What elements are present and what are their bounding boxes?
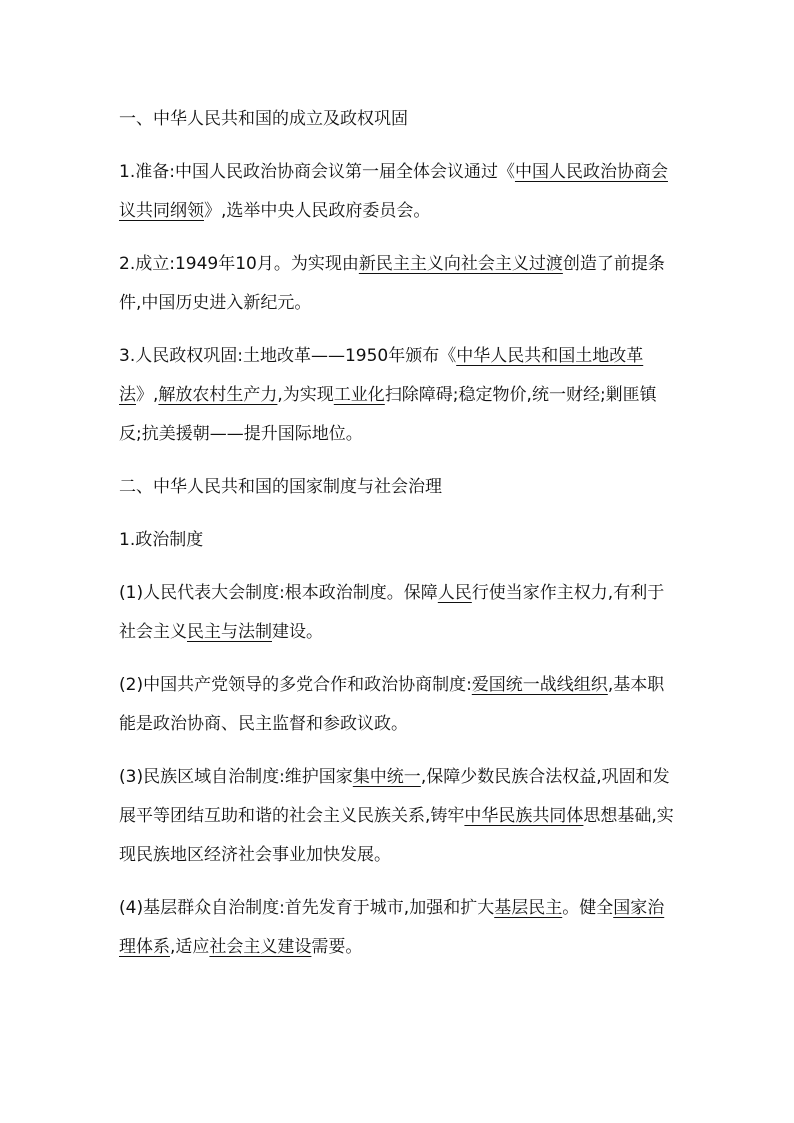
text-run: ,适应: [170, 937, 210, 957]
underlined-text: 解放农村生产力: [158, 385, 278, 405]
text-run: 创造了前提条件,中国历史进入新纪元。: [119, 254, 665, 313]
underlined-text: 社会主义建设: [209, 937, 312, 957]
section-heading: 二、中华人民共和国的国家制度与社会治理: [119, 477, 442, 497]
text-run: (1)人民代表大会制度:根本政治制度。保障: [119, 583, 438, 603]
paragraph: [119, 153, 679, 231]
text-run: 3.人民政权巩固:土地改革——1950年颁布《: [119, 346, 457, 366]
underlined-text: 集中统一: [352, 767, 421, 787]
text-run: (3)民族区域自治制度:维护国家: [119, 767, 353, 787]
underlined-text: 基层民主: [494, 898, 563, 918]
underlined-text: 工业化: [333, 385, 385, 405]
paragraph: [119, 574, 679, 652]
paragraph: [119, 245, 679, 323]
section-heading: 一、中华人民共和国的成立及政权巩固: [119, 109, 408, 129]
underlined-text: 国家治理体系: [119, 898, 665, 957]
text-run: 1.政治制度: [119, 530, 204, 550]
text-run: ,基本职能是政治协商、民主监督和参政议政。: [119, 675, 665, 734]
paragraph: [119, 666, 679, 744]
text-run: 思想基础,实现民族地区经济社会事业加快发展。: [119, 806, 674, 865]
underlined-text: 新民主主义向社会主义过渡: [358, 254, 563, 274]
text-run: 2.成立:1949年10月。为实现由: [119, 254, 359, 274]
text-run: 行使当家作主权力,有利于社会主义: [119, 583, 665, 642]
paragraph: [119, 758, 679, 875]
text-run: 需要。: [311, 937, 363, 957]
subsection-heading: [119, 521, 679, 560]
text-run: 》,选举中央人民政府委员会。: [204, 201, 431, 221]
text-run: 扫除障碍;稳定物价,统一财经;剿匪镇反;抗美援朝——提升国际地位。: [119, 385, 657, 444]
text-run: 。健全: [562, 898, 614, 918]
text-run: (4)基层群众自治制度:首先发育于城市,加强和扩大: [119, 898, 495, 918]
text-run: 建设。: [272, 622, 323, 642]
underlined-text: 人民: [437, 583, 472, 603]
text-run: 1.准备:中国人民政治协商会议第一届全体会议通过《: [119, 162, 515, 182]
underlined-text: 中华人民共和国土地改革法: [119, 346, 644, 405]
underlined-text: 民主与法制: [187, 622, 272, 642]
underlined-text: 中华民族共同体: [464, 806, 584, 826]
paragraph: [119, 337, 679, 454]
underlined-text: 爱国统一战线组织: [471, 675, 608, 695]
document-body: [119, 100, 679, 967]
paragraph: [119, 889, 679, 967]
text-run: ,保障少数民族合法权益,巩固和发展平等团结互助和谐的社会主义民族关系,铸牢: [119, 767, 670, 826]
text-run: ,为实现: [277, 385, 334, 405]
text-run: 》,: [136, 385, 159, 405]
text-run: (2)中国共产党领导的多党合作和政治协商制度:: [119, 675, 472, 695]
underlined-text: 中国人民政治协商会议共同纲领: [119, 162, 668, 221]
